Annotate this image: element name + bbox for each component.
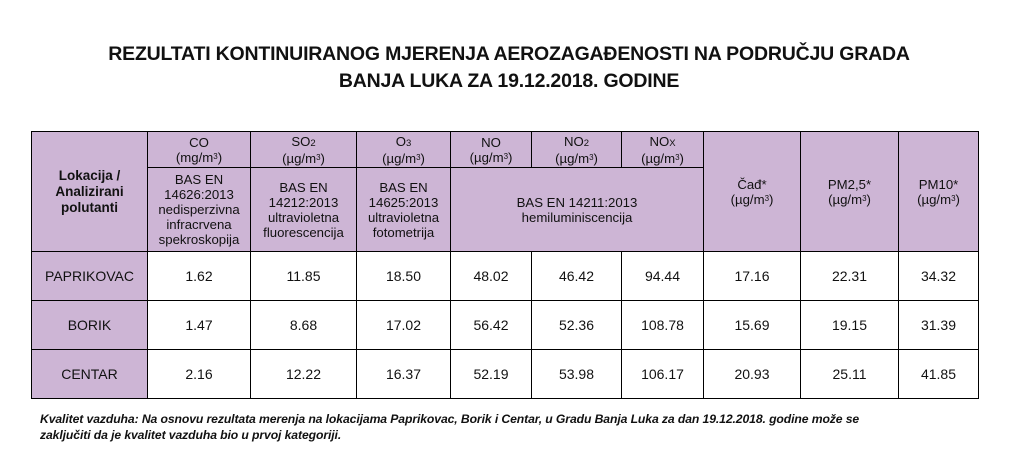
table-row — [32, 301, 979, 350]
method-line: 14625:2013 — [368, 194, 439, 210]
method-line: ultravioletna — [267, 209, 340, 225]
value-cell: 31.39 — [899, 301, 979, 350]
unit-end: ) — [866, 191, 871, 207]
unit-end: ) — [679, 150, 684, 166]
method-line: hemiluminiscencija — [521, 209, 633, 225]
value-cell: 25.11 — [801, 350, 899, 399]
value-cell: 56.42 — [451, 301, 532, 350]
value-cell: 16.37 — [357, 350, 451, 399]
value-cell: 94.44 — [622, 252, 704, 301]
pollutant-name: NO — [481, 134, 501, 150]
unit-end: ) — [508, 149, 513, 165]
value-cell: 1.62 — [148, 252, 251, 301]
corner-header-line: Analizirani — [55, 183, 124, 199]
unit-sup: 3 — [416, 152, 421, 162]
pollutant-sub: 2 — [583, 137, 590, 149]
pollutant-name: Čađ* — [737, 176, 767, 192]
unit: (µg/m — [828, 191, 863, 207]
method-line: BAS EN — [379, 179, 428, 195]
unit: (µg/m — [469, 149, 504, 165]
method-line: nedisperzivna — [158, 202, 240, 217]
title-line-2: BANJA LUKA ZA 19.12.2018. GODINE — [338, 70, 680, 92]
unit-sup: 3 — [213, 151, 218, 161]
unit-end: ) — [320, 150, 325, 166]
pollution-table — [31, 131, 979, 399]
unit-sup: 3 — [503, 151, 509, 161]
method-line: BAS EN — [279, 179, 328, 195]
value-cell: 2.16 — [148, 350, 251, 399]
table-row — [32, 252, 979, 301]
value-cell: 1.47 — [148, 301, 251, 350]
page-title — [0, 41, 1018, 95]
header-cad — [704, 132, 801, 252]
header-pm10 — [899, 132, 979, 252]
value-cell: 17.02 — [357, 301, 451, 350]
pollutant-name: PM2,5* — [827, 176, 872, 192]
value-cell: 106.17 — [622, 350, 704, 399]
title-line-1: REZULTATI KONTINUIRANOG MJERENJA AEROZAGAĐENOSTI NA PODRUČJU GRADA — [108, 43, 910, 65]
value-cell: 48.02 — [451, 252, 532, 301]
unit-end: ) — [593, 150, 598, 166]
unit: (µg/m — [641, 150, 676, 166]
unit: (µg/m — [917, 191, 952, 207]
method-o3 — [357, 168, 451, 252]
value-cell: 34.32 — [899, 252, 979, 301]
unit-sup: 3 — [951, 193, 956, 203]
method-line: fotometrija — [372, 224, 435, 240]
header-pm25 — [801, 132, 899, 252]
pollutant-name: PM10* — [918, 176, 959, 192]
corner-header-line: Lokacija / — [58, 167, 121, 183]
header-no — [451, 132, 532, 168]
method-co — [148, 168, 251, 252]
note-line-1: Kvalitet vazduha: Na osnovu rezultata merenja na lokacijama Paprikovac, Borik i Centar, u Gradu Banja Luka za dan 19.12.2018. godine može se — [40, 412, 860, 426]
method-line: 14626:2013 — [164, 187, 234, 202]
pollutant-sub: X — [669, 137, 676, 149]
pollutant-sub: 3 — [405, 137, 412, 149]
value-cell: 52.19 — [451, 350, 532, 399]
method-so2 — [251, 168, 357, 252]
value-cell: 15.69 — [704, 301, 801, 350]
value-cell: 8.68 — [251, 301, 357, 350]
pollutant-name: SO — [291, 133, 311, 149]
value-cell: 18.50 — [357, 252, 451, 301]
method-nox — [451, 168, 704, 252]
location-cell: CENTAR — [32, 350, 148, 399]
pollutant-name: CO — [189, 134, 209, 150]
value-cell: 17.16 — [704, 252, 801, 301]
method-line: ultravioletna — [367, 209, 440, 225]
method-line: spekroskopija — [158, 232, 240, 247]
table-row — [32, 350, 979, 399]
unit: (µg/m — [282, 150, 317, 166]
unit-header-row — [32, 132, 979, 168]
method-line: fluorescencija — [263, 224, 344, 240]
value-cell: 108.78 — [622, 301, 704, 350]
value-cell: 53.98 — [532, 350, 622, 399]
unit-sup: 3 — [862, 193, 867, 203]
note-line-2: zaključiti da je kvalitet vazduha bio u prvoj kategoriji. — [40, 428, 342, 442]
value-cell: 11.85 — [251, 252, 357, 301]
method-line: infracrvena — [166, 217, 232, 232]
header-so2 — [251, 132, 357, 168]
unit-sup: 3 — [675, 152, 680, 162]
unit-sup: 3 — [316, 152, 321, 162]
unit-sup: 3 — [589, 152, 594, 162]
corner-header — [32, 132, 148, 252]
location-cell: PAPRIKOVAC — [32, 252, 148, 301]
pollutant-name: NO — [563, 133, 584, 149]
method-line: 14212:2013 — [268, 194, 339, 210]
unit: (µg/m — [555, 150, 590, 166]
value-cell: 46.42 — [532, 252, 622, 301]
air-quality-note — [40, 411, 990, 443]
value-cell: 41.85 — [899, 350, 979, 399]
location-cell: BORIK — [32, 301, 148, 350]
unit-end: ) — [955, 191, 960, 207]
unit: (µg/m — [382, 150, 417, 166]
unit-end: ) — [769, 191, 774, 207]
pollutant-sub: 2 — [310, 137, 316, 149]
header-nox — [622, 132, 704, 168]
unit-end: ) — [420, 150, 425, 166]
unit: (mg/m — [175, 149, 214, 165]
value-cell: 12.22 — [251, 350, 357, 399]
value-cell: 20.93 — [704, 350, 801, 399]
method-line: BAS EN 14211:2013 — [516, 194, 638, 210]
header-no2 — [532, 132, 622, 168]
method-line: BAS EN — [174, 172, 224, 187]
corner-header-line: polutanti — [61, 199, 118, 215]
unit-end: ) — [217, 149, 223, 165]
value-cell: 22.31 — [801, 252, 899, 301]
pollutant-name: NO — [649, 133, 670, 149]
pollutant-name: O — [395, 133, 406, 149]
header-o3 — [357, 132, 451, 168]
unit: (µg/m — [730, 191, 765, 207]
unit-sup: 3 — [764, 193, 770, 203]
value-cell: 52.36 — [532, 301, 622, 350]
header-co — [148, 132, 251, 168]
value-cell: 19.15 — [801, 301, 899, 350]
